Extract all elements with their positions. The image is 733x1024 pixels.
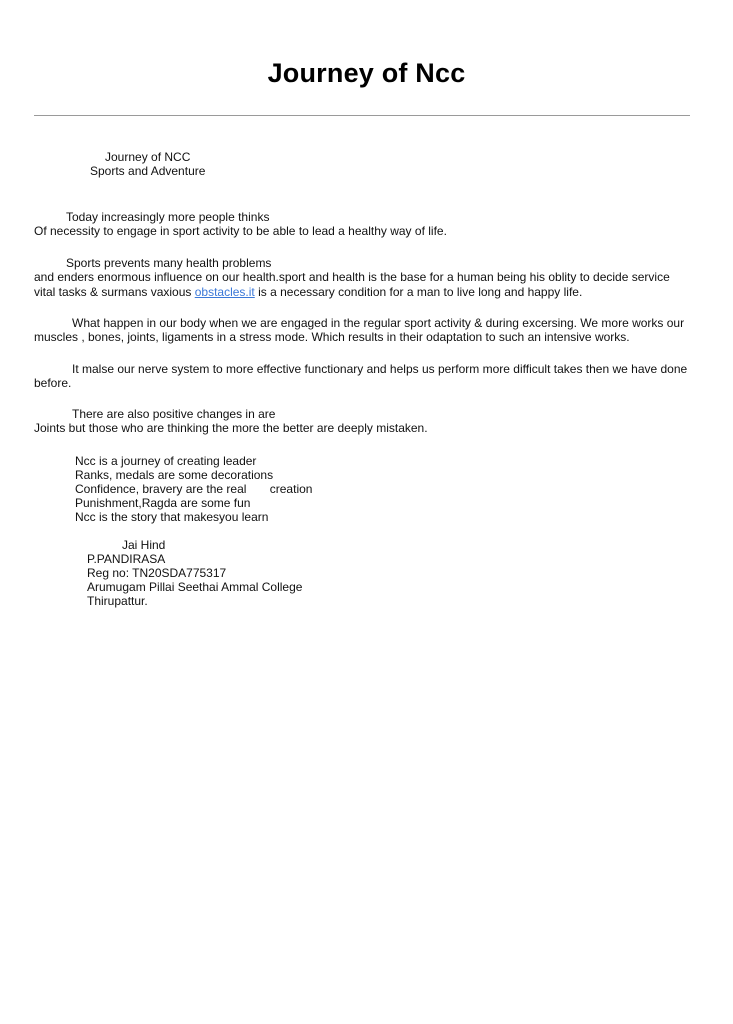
para4-line-1: It malse our nerve system to more effective functionary and helps us perform more difficult takes then we have done	[72, 362, 688, 376]
poem-line-5: Ncc is the story that makesyou learn	[75, 510, 269, 524]
title-divider	[34, 115, 690, 116]
para5-line-1: There are also positive changes in are	[72, 407, 276, 421]
signature-college: Arumugam Pillai Seethai Ammal College	[87, 580, 303, 594]
poem-line-1: Ncc is a journey of creating leader	[75, 454, 257, 468]
obstacles-link[interactable]: obstacles.it	[194, 285, 255, 299]
signature-reg-number: Reg no: TN20SDA775317	[87, 566, 227, 580]
page-title: Journey of Ncc	[267, 58, 466, 88]
para3-line-1: What happen in our body when we are engaged in the regular sport activity & during excersing. We more works our	[72, 316, 685, 330]
signature-name: P.PANDIRASA	[87, 552, 166, 566]
para4-line-2: before.	[34, 376, 72, 390]
poem-line-2: Ranks, medals are some decorations	[75, 468, 274, 482]
para2-line-1: Sports prevents many health problems	[66, 256, 272, 270]
para2-line-3-text-b: is a necessary condition for a man to live long and happy life.	[254, 285, 583, 299]
signature-place: Thirupattur.	[87, 594, 148, 608]
para2-line-3	[34, 285, 582, 299]
para5-line-2: Joints but those who are thinking the more the better are deeply mistaken.	[34, 421, 428, 435]
poem-line-4: Punishment,Ragda are some fun	[75, 496, 251, 510]
poem-line-3: Confidence, bravery are the real creation	[75, 482, 313, 496]
signature-salutation: Jai Hind	[122, 538, 166, 552]
para2-line-3-text-a: vital tasks & surmans vaxious	[34, 285, 195, 299]
para1-line-1: Today increasingly more people thinks	[66, 210, 270, 224]
heading-line-2: Sports and Adventure	[90, 164, 206, 178]
heading-line-1: Journey of NCC	[105, 150, 191, 164]
para2-line-2: and enders enormous influence on our health.sport and health is the base for a human being his oblity to decide service	[34, 270, 670, 284]
para1-line-2: Of necessity to engage in sport activity to be able to lead a healthy way of life.	[34, 224, 447, 238]
para3-line-2: muscles , bones, joints, ligaments in a stress mode. Which results in their odaptation to such an intensive works.	[34, 330, 630, 344]
